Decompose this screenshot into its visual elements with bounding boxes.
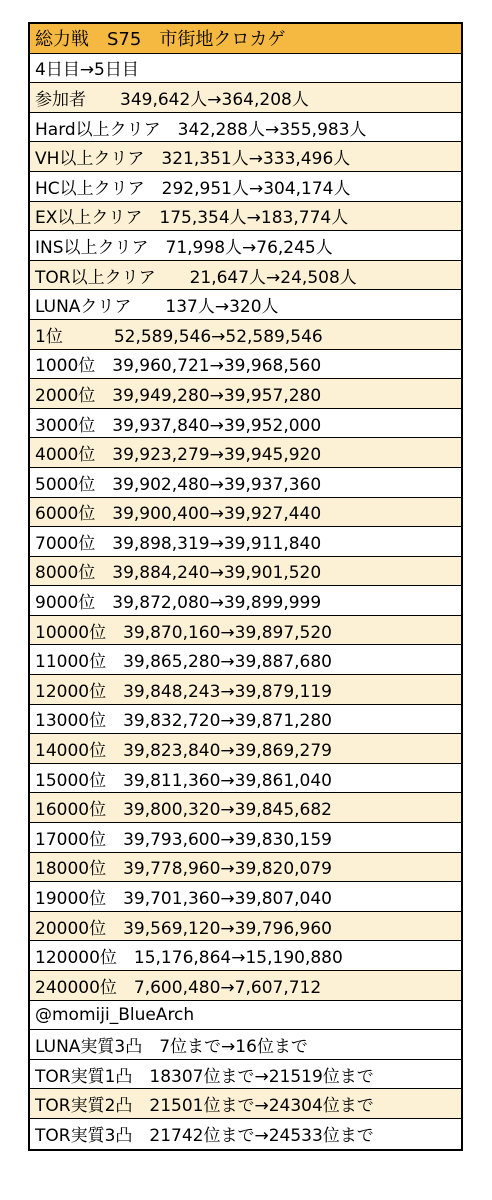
table-row: LUNAクリア 137人→320人 bbox=[30, 290, 461, 320]
table-row: 120000位 15,176,864→15,190,880 bbox=[30, 941, 461, 971]
table-row: 19000位 39,701,360→39,807,040 bbox=[30, 882, 461, 912]
table-row: EX以上クリア 175,354人→183,774人 bbox=[30, 202, 461, 232]
table-row: 3000位 39,937,840→39,952,000 bbox=[30, 409, 461, 439]
table-row: Hard以上クリア 342,288人→355,983人 bbox=[30, 113, 461, 143]
table-row: 14000位 39,823,840→39,869,279 bbox=[30, 734, 461, 764]
author-handle: @momiji_BlueArch bbox=[30, 1001, 461, 1031]
table-row: 7000位 39,898,319→39,911,840 bbox=[30, 527, 461, 557]
table-row: 16000位 39,800,320→39,845,682 bbox=[30, 793, 461, 823]
table-row: 6000位 39,900,400→39,927,440 bbox=[30, 498, 461, 528]
table-row: 17000位 39,793,600→39,830,159 bbox=[30, 823, 461, 853]
table-row: TOR実質1凸 18307位まで→21519位まで bbox=[30, 1060, 461, 1090]
table-row: TOR実質2凸 21501位まで→24304位まで bbox=[30, 1089, 461, 1119]
table-row: 2000位 39,949,280→39,957,280 bbox=[30, 379, 461, 409]
table-row: 20000位 39,569,120→39,796,960 bbox=[30, 912, 461, 942]
table-row: HC以上クリア 292,951人→304,174人 bbox=[30, 172, 461, 202]
table-row: VH以上クリア 321,351人→333,496人 bbox=[30, 142, 461, 172]
table-row: LUNA実質3凸 7位まで→16位まで bbox=[30, 1030, 461, 1060]
table-row: 4000位 39,923,279→39,945,920 bbox=[30, 438, 461, 468]
table-row: 15000位 39,811,360→39,861,040 bbox=[30, 764, 461, 794]
table-row: 1位 52,589,546→52,589,546 bbox=[30, 320, 461, 350]
table-row: INS以上クリア 71,998人→76,245人 bbox=[30, 231, 461, 261]
table-row: 13000位 39,832,720→39,871,280 bbox=[30, 705, 461, 735]
table-row: 10000位 39,870,160→39,897,520 bbox=[30, 616, 461, 646]
table-row: 18000位 39,778,960→39,820,079 bbox=[30, 853, 461, 883]
table-row: 4日目→5日目 bbox=[30, 54, 461, 84]
table-row: 240000位 7,600,480→7,607,712 bbox=[30, 971, 461, 1001]
table-row: 参加者 349,642人→364,208人 bbox=[30, 83, 461, 113]
table-row: 9000位 39,872,080→39,899,999 bbox=[30, 586, 461, 616]
table-row: 11000位 39,865,280→39,887,680 bbox=[30, 645, 461, 675]
table-row: TOR実質3凸 21742位まで→24533位まで bbox=[30, 1119, 461, 1149]
table-row: 総力戦 S75 市街地クロカゲ bbox=[30, 24, 461, 54]
table-row: 12000位 39,848,243→39,879,119 bbox=[30, 675, 461, 705]
table-row: 8000位 39,884,240→39,901,520 bbox=[30, 557, 461, 587]
table-row: TOR以上クリア 21,647人→24,508人 bbox=[30, 261, 461, 291]
ranking-table bbox=[28, 22, 463, 1151]
table-row: 5000位 39,902,480→39,937,360 bbox=[30, 468, 461, 498]
table-row: 1000位 39,960,721→39,968,560 bbox=[30, 350, 461, 380]
